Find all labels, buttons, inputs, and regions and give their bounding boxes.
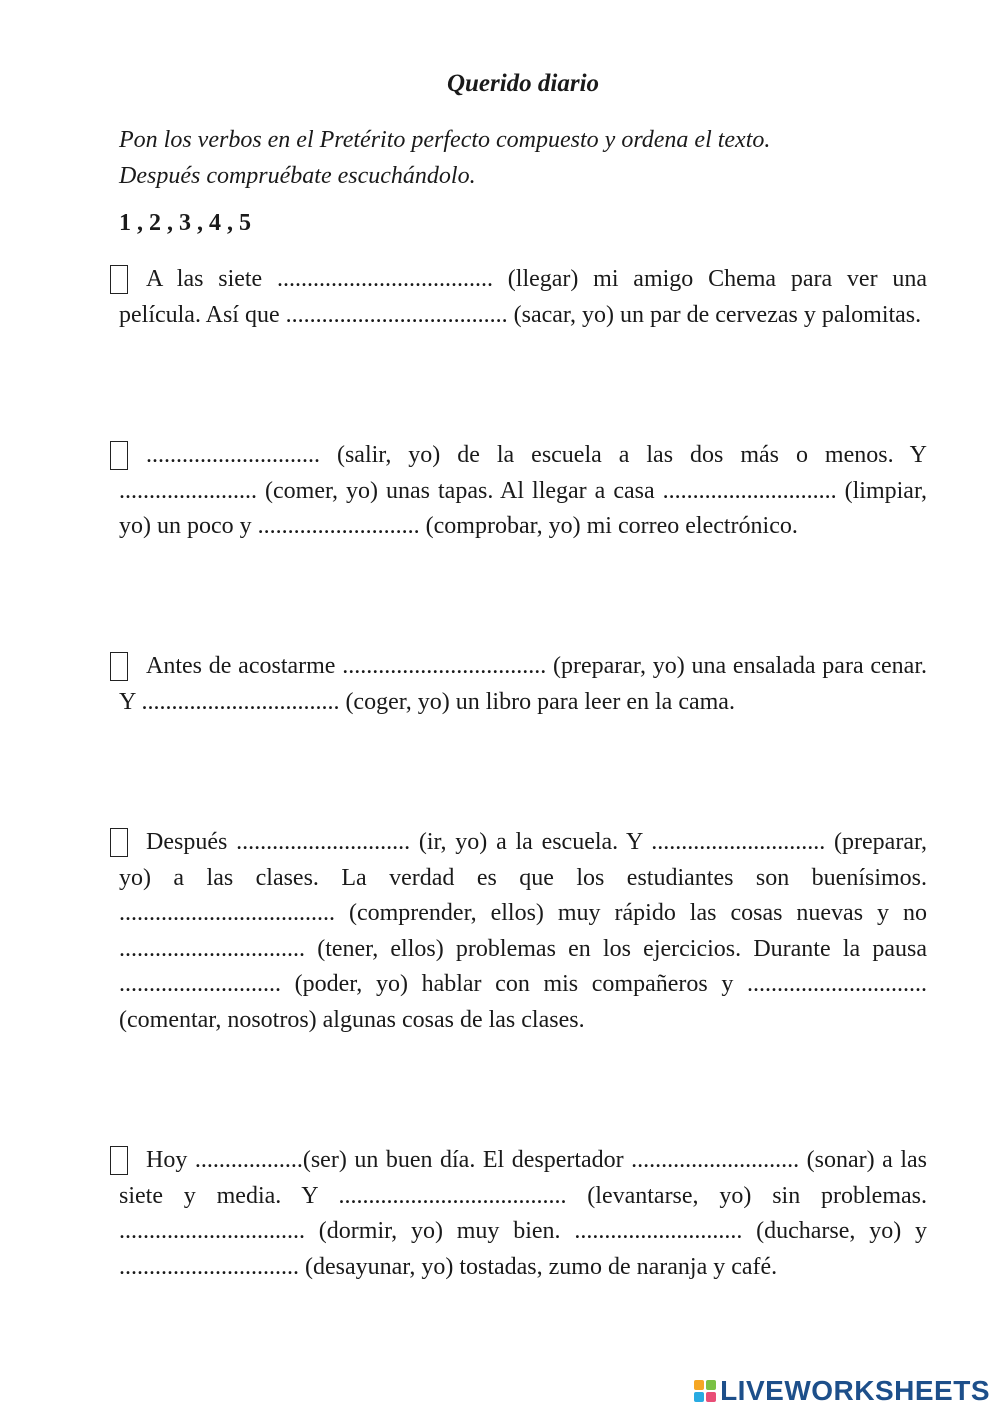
- paragraph-4: Después ............................. (ir, yo) a la escuela. Y ............................. (preparar, yo) a las clases. La verdad es que los estudiantes son buenísimos. .................................... (comprender, ellos) muy rápido las cosas nuevas y no ............................... (tener, ellos) problemas en los ejercicios. Durante la pausa ........................... (poder, yo) hablar con mis compañeros y .............................. (comentar, nosotros) algunas cosas de las clases.: [119, 829, 927, 1033]
- paragraph-1: A las siete .................................... (llegar) mi amigo Chema para ver una película. Así que ..................................... (sacar, yo) un par de cervezas y palomitas.: [119, 266, 927, 328]
- paragraph-2: ............................. (salir, yo) de la escuela a las dos más o menos. Y ....................... (comer, yo) unas tapas. Al llegar a casa ............................. (limpiar, yo) un poco y ........................... (comprobar, yo) mi correo electrónico.: [119, 442, 927, 540]
- worksheet-title: Querido diario: [446, 70, 600, 97]
- logo-text: LIVEWORKSHEETS: [720, 1375, 990, 1406]
- instructions: [119, 122, 919, 194]
- liveworksheets-logo: [694, 1373, 990, 1409]
- paragraph-5: Hoy ..................(ser) un buen día. El despertador ............................ (sonar) a las siete y media. Y ...................................... (levantarse, yo) sin problemas. ............................... (dormir, yo) muy bien. ............................ (ducharse, yo) y .............................. (desayunar, yo) tostadas, zumo de naranja y café.: [119, 1147, 927, 1280]
- instruction-line-2: Después compruébate escuchándolo.: [119, 163, 476, 189]
- paragraph-3: Antes de acostarme .................................. (preparar, yo) una ensalada para cenar. Y ................................. (coger, yo) un libro para leer en la cama.: [119, 653, 927, 715]
- liveworksheets-logo-icon: [694, 1380, 716, 1402]
- order-numbers: 1 , 2 , 3 , 4 , 5: [119, 210, 251, 236]
- instruction-line-1: Pon los verbos en el Pretérito perfecto compuesto y ordena el texto.: [119, 127, 771, 153]
